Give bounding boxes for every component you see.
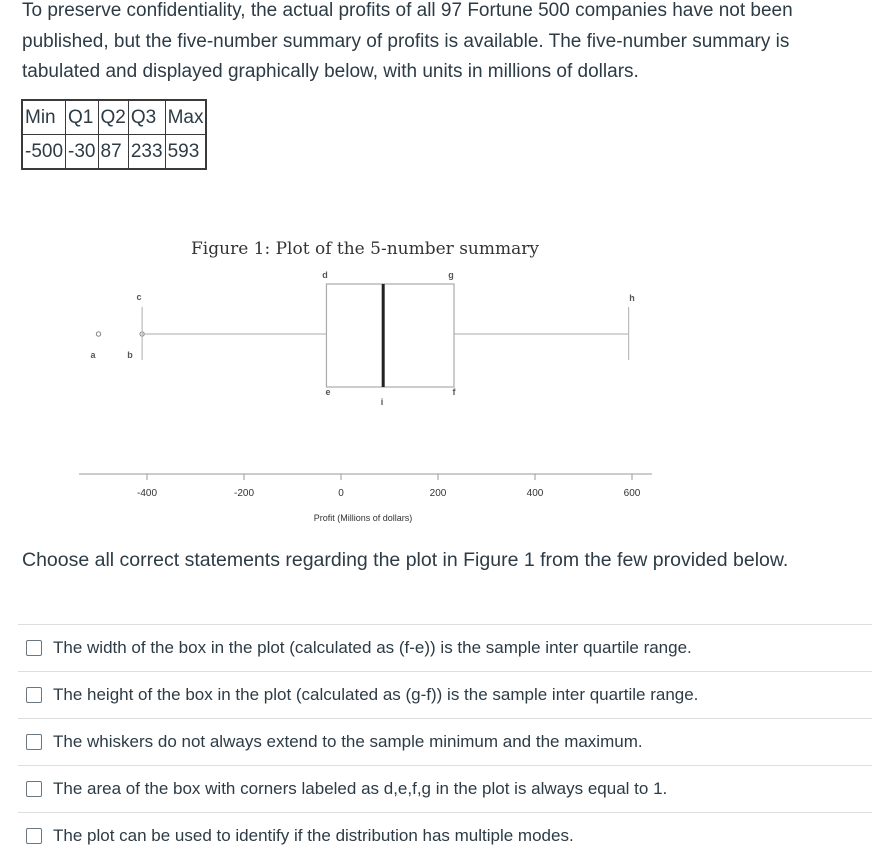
label-c: c [136,292,142,302]
boxplot-figure [0,225,872,535]
x-tick-label: 0 [338,488,344,499]
table-header-row [22,100,206,135]
table-value-row [22,135,206,170]
value-q1: -30 [66,135,98,170]
header-q1: Q1 [66,100,98,135]
option-3[interactable] [18,718,872,765]
checkbox-5[interactable] [26,828,42,844]
x-axis-ticks [137,474,641,499]
label-g: g [448,270,454,280]
label-e: e [325,387,331,397]
x-tick-label: -200 [233,488,255,499]
x-tick-label: -400 [136,488,158,499]
option-1[interactable] [18,624,872,671]
option-5-text: The plot can be used to identify if the distribution has multiple modes. [53,826,574,845]
label-h: h [629,293,635,303]
outlier-point-a [96,332,100,336]
value-max: 593 [165,135,206,170]
intro-text: To preserve confidentiality, the actual profits of all 97 Fortune 500 companies have not been published, but the five-number summary of profits is available. The five-number summary is tabulated and displayed graphically below, with units in millions of dollars. [22,0,793,82]
header-min: Min [22,100,66,135]
x-tick-label: 600 [623,488,641,499]
option-2[interactable] [18,671,872,718]
option-2-text: The height of the box in the plot (calculated as (g-f)) is the sample inter quartile range. [53,685,699,704]
option-4-text: The area of the box with corners labeled as d,e,f,g in the plot is always equal to 1. [53,779,668,798]
value-min: -500 [22,135,66,170]
header-q3: Q3 [128,100,165,135]
x-tick-label: 400 [526,488,544,499]
iqr-box [326,284,454,387]
label-b: b [127,350,133,360]
figure-title: Figure 1: Plot of the 5-number summary [191,239,539,259]
x-axis-title: Profit (Millions of dollars) [313,513,413,523]
question-prompt: Choose all correct statements regarding the plot in Figure 1 from the few provided below. [22,549,789,571]
header-max: Max [165,100,206,135]
option-5[interactable] [18,812,872,859]
checkbox-2[interactable] [26,687,42,703]
answer-options [18,624,872,859]
option-4[interactable] [18,765,872,812]
value-q2: 87 [98,135,128,170]
checkbox-1[interactable] [26,640,42,656]
checkbox-3[interactable] [26,734,42,750]
value-q3: 233 [128,135,165,170]
option-1-text: The width of the box in the plot (calculated as (f-e)) is the sample inter quartile range. [53,638,692,657]
x-tick-label: 200 [429,488,447,499]
five-number-summary-table [21,99,207,170]
checkbox-4[interactable] [26,781,42,797]
label-d: d [322,270,328,280]
option-3-text: The whiskers do not always extend to the sample minimum and the maximum. [53,732,643,751]
header-q2: Q2 [98,100,128,135]
label-a: a [90,350,96,360]
label-f: f [452,387,456,397]
label-i: i [380,397,384,407]
